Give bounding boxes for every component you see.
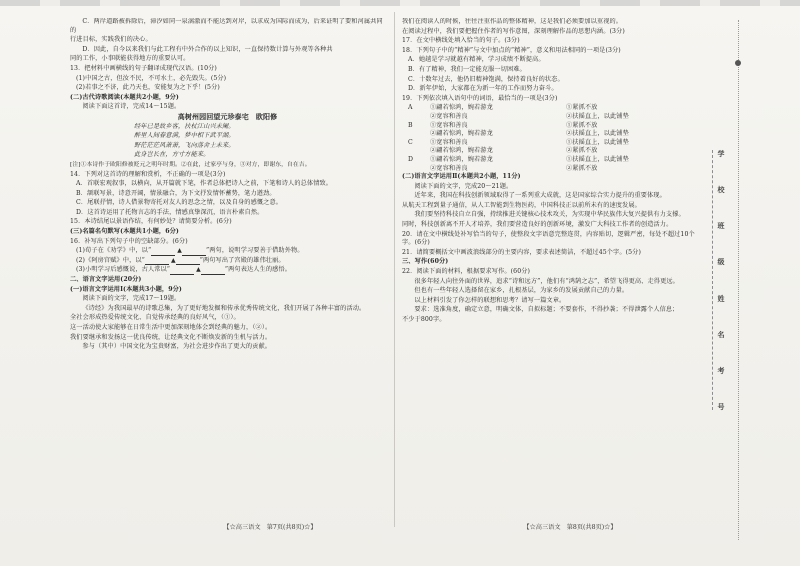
question-18-a: A．她越是学习就越有精神，学习成绩不断提高。	[408, 56, 545, 64]
question-22: 22．阅读下面的材料，根据要求写作。(60分)	[402, 268, 531, 276]
passage-line-2: 全社会形成热爱传统文化、自觉传承经典的良好风气，（①）。	[70, 314, 240, 322]
right-passage-6: 同时，科技创新离不开人才培养，我们要营造良好的创新环境，激发广大科技工作者的创造活力。	[402, 221, 673, 229]
question-19-options: A ①翩若惊鸿，婉若游龙 ①紧抓不放 ②宽容和善良 ②扶摇直上，以此铺垫 B ①宽容和善良 ①紧抓不放 ②翩若惊鸿，婉若游龙 ②扶摇直上，以此铺垫 C ①宽容和善良 ①扶摇直上，以此铺垫 ②翩若惊鸿，婉若游龙 ②紧抓不放 D ①翩若惊鸿，婉若游龙 ①扶摇直上，以此铺垫 ②宽容和善良 ②紧抓不放	[408, 104, 629, 172]
question-18: 18．下列句子中的“精神”与文中加点的“精神”，意义和用法相同的一项是(3分)	[402, 46, 621, 54]
section-language-2: (二)语言文字运用Ⅱ(本题共2小题，11分)	[402, 173, 521, 181]
question-14-a: A．首联宏观叙事，以横向，从开篇就下笔，作者总体把诗人之前，下笔和诗人的总体情致。	[76, 180, 333, 188]
question-14-c: C．尾联抒情，诗人借景物寄托对友人的思念之情，以及自身的感慨之意。	[76, 199, 283, 207]
poetry-intro: 阅读下面这首诗，完成14～15题。	[82, 103, 181, 111]
poem-line-1: 经年已是故乡客，扶杖江山兴未阑。	[134, 122, 235, 130]
answer-blank[interactable]	[170, 267, 194, 275]
answer-blank[interactable]	[145, 257, 169, 265]
page-footer-left: 【☆高三语文 第7页(共8页)☆】	[223, 524, 317, 531]
passage-line-3: 这一活动使大家能够在日常生活中更加深刻地体会到经典的魅力，（②）。	[70, 324, 272, 331]
answer-blank[interactable]	[182, 248, 206, 256]
column-divider	[394, 12, 395, 527]
option-c: C．两岸道路被拆除后，漳汐如同一泉漓澈而不能达到对岸，以求成为国际而成为，后来证明了要和河属共同的	[70, 18, 383, 34]
question-18-d: D．新年伊始，大家都在为新一年的工作而努力奋斗。	[408, 85, 558, 93]
passage-line-1: 《诗经》为我国最早的诗歌总集，为了更好地发掘和传承优秀传统文化，我们开展了各种丰富的活动。	[82, 304, 366, 312]
option-d: D．因此，自今以来我们与此工程有中外合作的以上知识，一直保持数计算与外观等各种共	[82, 45, 333, 53]
question-13: 13．把材料中画横线的句子翻译成现代汉语。(10分)	[70, 64, 217, 72]
question-14-d: D．这首诗运用了托物言志的手法，情感真挚深沉，语言朴素自然。	[76, 208, 264, 216]
student-info-sidebar: 学 校 班 级 姓 名 考 号	[712, 150, 729, 410]
writing-material-2: 但也有一些年轻人选择留在家乡，扎根基层，为家乡的发展贡献自己的力量。	[414, 287, 629, 295]
question-19: 19．下列依次填入语句中的词语，最恰当的一项是(3分)	[402, 94, 558, 102]
question-13-2: (2)若事之不济，此乃天也，安能复为之下乎！(5分)	[76, 84, 220, 92]
question-18-c: C．十数年过去，他仍旧精神饱满，保持着良好的状态。	[408, 75, 564, 83]
right-passage-2: 在阅读过程中，我们要把握住作者的写作意图，深刻理解作品的思想内涵。(3分)	[402, 27, 625, 35]
passage-line-4: 我们要继承和发扬这一优良传统，让经典文化不断焕发新的生机与活力。	[70, 333, 272, 341]
question-16: 16．补写出下列句子中的空缺部分。(6分)	[70, 237, 188, 245]
left-column	[70, 18, 385, 528]
answer-blank[interactable]	[176, 257, 200, 265]
binding-line	[738, 20, 740, 540]
question-15: 15．本诗结尾以景语作结，有何妙处？请简要分析。(6分)	[70, 218, 232, 226]
question-13-1: (1)中国之古，但汝不民，不可水土，必先毁失。(5分)	[76, 74, 227, 82]
right-passage-1: 我们在阅读人的时候，往往注重作品的整体精神，这是我们必须要加以重视的。	[402, 18, 623, 25]
right-passage-5: 我们要坚持科技自立自强，持续推进关键核心技术攻关，为实现中华民族伟大复兴提供有力支撑。	[414, 211, 685, 219]
section-language-1: (一)语言文字运用Ⅰ(本题共3小题，9分)	[70, 285, 182, 293]
language-2-intro: 阅读下面的文字，完成20～21题。	[414, 182, 513, 190]
part-three-heading: 三、写作(60分)	[402, 258, 449, 266]
poem-note: [注]①本诗作于欧阳修被贬元之明年时期。②在此，过家亭与身，③对方，即谢东，自在吉。	[70, 161, 311, 168]
page-footer-right: 【☆高三语文 第8页(共8页)☆】	[523, 524, 617, 531]
writing-material-3: 以上材料引发了你怎样的联想和思考？请写一篇文章。	[414, 296, 566, 304]
right-column	[402, 18, 698, 528]
section-recitation: (三)名篇名句默写(本题共1小题，6分)	[70, 228, 179, 236]
option-c-cont: 行进目标，实践我们的决心。	[70, 36, 152, 44]
question-17: 17．在文中横线处填入恰当的句子。(3分)	[402, 37, 520, 45]
right-passage-4: 从航天工程到量子通信，从人工智能到生物医药，中国科技正以前所未有的速度发展。	[402, 201, 641, 209]
writing-material-1: 很多年轻人向往外面的世界，追求“诗和远方”，他们有“鸿鹄之志”，希望飞得更高、走得更远。	[414, 277, 679, 285]
answer-blank[interactable]	[201, 267, 225, 275]
section-poetry: (二)古代诗歌阅读(本题共2小题，9分)	[70, 93, 179, 101]
part-two-heading: 二、语言文字运用(20分)	[70, 276, 142, 284]
poem-line-3: 野茫茫茫风萧萧，飞向落舍土未来。	[134, 141, 235, 149]
option-d-cont: 同的工作，小事联能获得地方的重要认可。	[70, 55, 190, 63]
binding-marker	[735, 60, 741, 66]
question-20: 20．请在文中横线处补写恰当的句子，使整段文字语意完整连贯，内容贴切，逻辑严密，每处不超过10个字。(6分)	[402, 230, 695, 247]
question-18-b: B．有了精神，我们一定能克服一切困难。	[408, 65, 526, 73]
question-14-b: B．颔联写景，诗意开阔，情景融合，为下文抒发情怀蓄势，笔力遒劲。	[76, 189, 276, 197]
poem-line-2: 醉里人间春意满，梦中相下武平湖。	[134, 132, 235, 140]
right-passage-3: 近年来，我国在科技创新领域取得了一系列重大成就，这是国家综合实力提升的重要体现。	[414, 192, 666, 200]
question-16-3: (3)小明学习后感慨说，古人常以“ ▲ ”两句表达人生的感悟。	[76, 266, 292, 274]
scan-top-strip	[0, 0, 800, 6]
poem-line-4: 此身岂长在，方寸方能来。	[134, 151, 210, 159]
writing-requirements-cont: 不少于800字。	[402, 316, 446, 323]
passage-line-5: 参与（其中）中国文化为宝贵财富，为社会进步作出了更大的贡献。	[82, 343, 272, 351]
poem-title: 高树州园回望元珍泰宅 欧阳修	[177, 111, 278, 121]
question-21: 21．请简要概括文中画波浪线部分的主要内容，要求表述简洁，不超过45个字。(5分)	[402, 248, 641, 256]
writing-requirements: 要求：选准角度，确定立意，明确文体，自拟标题；不要套作，不得抄袭；不得泄露个人信息；	[414, 306, 679, 314]
question-16-1: (1)荀子在《劝学》中，以“ ▲ ”两句，说明学习要善于借助外物。	[76, 247, 304, 255]
answer-blank[interactable]	[151, 248, 175, 256]
language-intro: 阅读下面的文字，完成17～19题。	[82, 295, 181, 303]
question-16-2: (2)《阿房宫赋》中，以“ ▲ ”两句写出了宫殿的雄伟壮丽。	[76, 256, 285, 264]
question-14: 14．下列对这首诗的理解和赏析，不正确的一项是(3分)	[70, 170, 226, 178]
